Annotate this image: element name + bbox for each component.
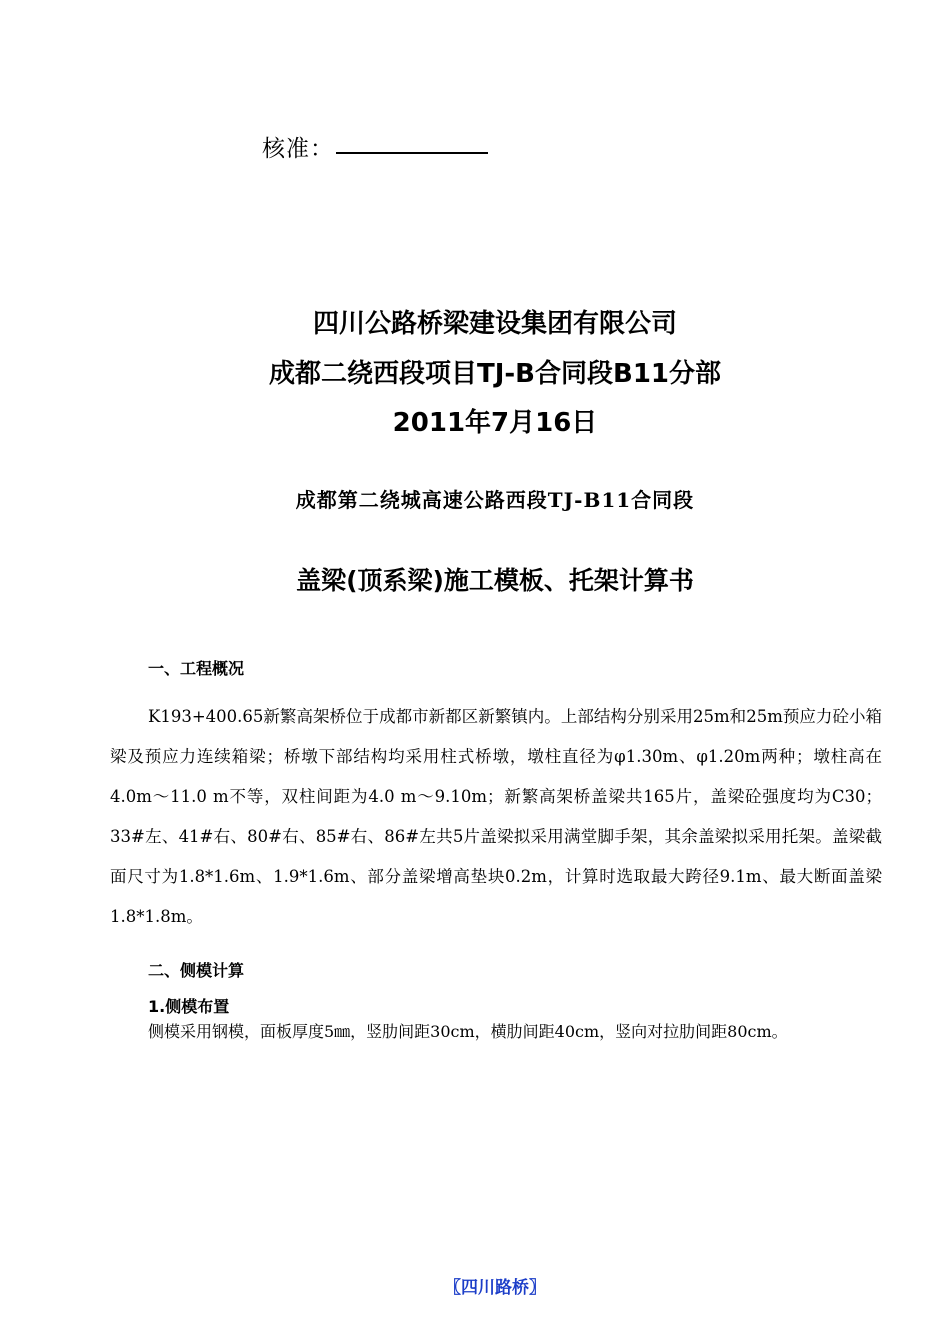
footer-brand: 〖四川路桥〗	[444, 1278, 546, 1298]
document-date: 2011年7月16日	[392, 408, 598, 438]
project-name: 成都二绕西段项目TJ-B合同段B11分部	[268, 359, 722, 389]
section-1-heading: 一、工程概况	[148, 659, 245, 678]
approval-field	[262, 130, 488, 163]
document-title: 盖梁(顶系梁)施工模板、托架计算书	[296, 566, 694, 595]
company-name: 四川公路桥梁建设集团有限公司	[312, 309, 677, 339]
section-2-subheading: 1.侧模布置	[148, 997, 230, 1016]
approval-signature-line	[336, 152, 488, 154]
document-subtitle: 成都第二绕城高速公路西段TJ-B11合同段	[295, 488, 695, 512]
section-1-body: K193+400.65新繁高架桥位于成都市新都区新繁镇内。上部结构分别采用25m和25m预应力砼小箱梁及预应力连续箱梁；桥墩下部结构均采用柱式桥墩，墩柱直径为φ1.30m、φ1.20m两种；墩柱高在4.0m～11.0 m不等，双柱间距为4.0 m～9.10m；新繁高架桥盖梁共165片，盖梁砼强度均为C30；33#左、41#右、80#右、85#右、86#左共5片盖梁拟采用满堂脚手架，其余盖梁拟采用托架。盖梁截面尺寸为1.8*1.6m、1.9*1.6m、部分盖梁增高垫块0.2m，计算时选取最大跨径9.1m、最大断面盖梁1.8*1.8m。	[110, 707, 882, 926]
section-2-body: 侧模采用钢模，面板厚度5㎜，竖肋间距30cm，横肋间距40cm，竖向对拉肋间距80cm。	[148, 1022, 788, 1041]
approval-label: 核准：	[262, 136, 334, 162]
section-2-heading: 二、侧模计算	[148, 961, 245, 980]
